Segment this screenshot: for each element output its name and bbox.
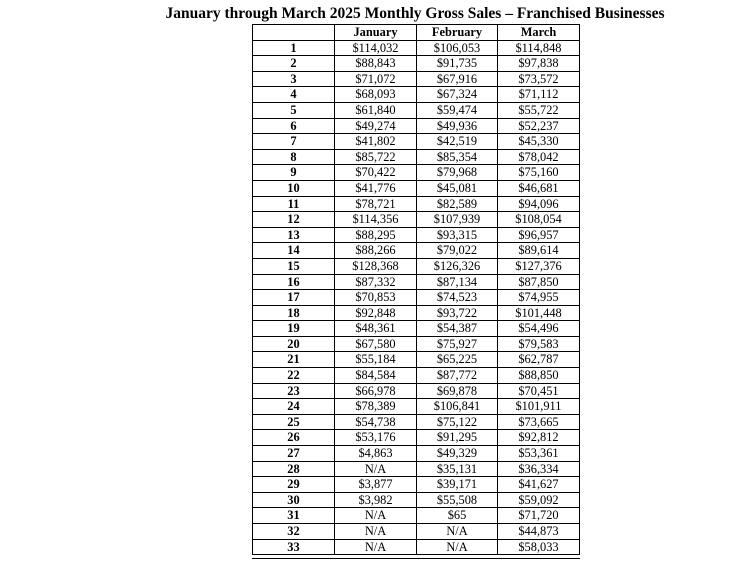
march-value: $101,911 <box>498 399 580 415</box>
february-value: $45,081 <box>417 180 498 196</box>
january-value: $88,295 <box>335 227 417 243</box>
page-title: January through March 2025 Monthly Gross Sales – Franchised Businesses <box>165 5 665 22</box>
february-value: $126,326 <box>417 258 498 274</box>
table-row <box>253 71 580 87</box>
january-value: $61,840 <box>335 102 417 118</box>
january-value: $84,584 <box>335 368 417 384</box>
january-value: $78,389 <box>335 399 417 415</box>
row-number: 25 <box>253 414 335 430</box>
row-number: 5 <box>253 102 335 118</box>
january-value: N/A <box>335 539 417 555</box>
row-number: 4 <box>253 87 335 103</box>
february-value: $74,523 <box>417 290 498 306</box>
january-value: N/A <box>335 508 417 524</box>
february-value: $85,354 <box>417 149 498 165</box>
row-number: 28 <box>253 461 335 477</box>
row-number: 6 <box>253 118 335 134</box>
table-row <box>253 180 580 196</box>
march-value: $62,787 <box>498 352 580 368</box>
row-number: 19 <box>253 321 335 337</box>
header-row <box>253 25 580 41</box>
january-value: $128,368 <box>335 258 417 274</box>
january-value: $85,722 <box>335 149 417 165</box>
march-value: $53,361 <box>498 446 580 462</box>
table-row <box>253 212 580 228</box>
table-row <box>253 290 580 306</box>
february-value: $93,722 <box>417 305 498 321</box>
february-value: $35,131 <box>417 461 498 477</box>
march-value: $114,848 <box>498 40 580 56</box>
january-value: $54,738 <box>335 414 417 430</box>
march-value: $108,054 <box>498 212 580 228</box>
january-value: $3,877 <box>335 477 417 493</box>
row-number: 13 <box>253 227 335 243</box>
january-value: $4,863 <box>335 446 417 462</box>
header-corner <box>253 25 335 41</box>
row-number: 27 <box>253 446 335 462</box>
february-value: $65,225 <box>417 352 498 368</box>
january-value: $3,982 <box>335 492 417 508</box>
row-number: 10 <box>253 180 335 196</box>
march-value: $58,033 <box>498 539 580 555</box>
row-number: 26 <box>253 430 335 446</box>
table-row <box>253 87 580 103</box>
february-value: $106,841 <box>417 399 498 415</box>
row-number: 31 <box>253 508 335 524</box>
january-value: $55,184 <box>335 352 417 368</box>
table-row <box>253 274 580 290</box>
march-value: $94,096 <box>498 196 580 212</box>
table-row <box>253 305 580 321</box>
row-number: 2 <box>253 56 335 72</box>
february-value: $91,735 <box>417 56 498 72</box>
row-number: 30 <box>253 492 335 508</box>
march-value: $89,614 <box>498 243 580 259</box>
january-value: $49,274 <box>335 118 417 134</box>
january-value: $114,356 <box>335 212 417 228</box>
row-number: 17 <box>253 290 335 306</box>
january-value: $68,093 <box>335 87 417 103</box>
january-value: $92,848 <box>335 305 417 321</box>
table-row <box>253 492 580 508</box>
january-value: $67,580 <box>335 336 417 352</box>
table-row <box>253 368 580 384</box>
january-value: N/A <box>335 524 417 540</box>
table-row <box>253 258 580 274</box>
february-value: N/A <box>417 539 498 555</box>
february-value: $49,329 <box>417 446 498 462</box>
table-row <box>253 414 580 430</box>
march-value: $73,572 <box>498 71 580 87</box>
march-value: $79,583 <box>498 336 580 352</box>
row-number: 21 <box>253 352 335 368</box>
row-number: 11 <box>253 196 335 212</box>
march-value: $88,850 <box>498 368 580 384</box>
table-row <box>253 508 580 524</box>
march-value: $36,334 <box>498 461 580 477</box>
february-value: $91,295 <box>417 430 498 446</box>
january-value: $88,843 <box>335 56 417 72</box>
march-value: $55,722 <box>498 102 580 118</box>
february-value: $39,171 <box>417 477 498 493</box>
march-value: $96,957 <box>498 227 580 243</box>
january-value: $70,422 <box>335 165 417 181</box>
january-value: $88,266 <box>335 243 417 259</box>
march-value: $75,160 <box>498 165 580 181</box>
table-body <box>253 40 580 555</box>
table-row <box>253 524 580 540</box>
march-value: $101,448 <box>498 305 580 321</box>
table-row <box>253 149 580 165</box>
february-value: $87,772 <box>417 368 498 384</box>
march-value: $127,376 <box>498 258 580 274</box>
march-value: $73,665 <box>498 414 580 430</box>
table-row <box>253 321 580 337</box>
table-row <box>253 40 580 56</box>
march-value: $74,955 <box>498 290 580 306</box>
february-value: $107,939 <box>417 212 498 228</box>
row-number: 24 <box>253 399 335 415</box>
february-value: $82,589 <box>417 196 498 212</box>
february-value: $67,324 <box>417 87 498 103</box>
row-number: 12 <box>253 212 335 228</box>
row-number: 8 <box>253 149 335 165</box>
table-row <box>253 539 580 555</box>
row-number: 9 <box>253 165 335 181</box>
march-value: $41,627 <box>498 477 580 493</box>
march-value: $52,237 <box>498 118 580 134</box>
row-number: 32 <box>253 524 335 540</box>
table-row <box>253 196 580 212</box>
january-value: $70,853 <box>335 290 417 306</box>
header-february: February <box>417 25 498 41</box>
table-row <box>253 336 580 352</box>
march-value: $59,092 <box>498 492 580 508</box>
march-value: $87,850 <box>498 274 580 290</box>
february-value: $75,122 <box>417 414 498 430</box>
row-number: 14 <box>253 243 335 259</box>
table-row <box>253 446 580 462</box>
table-row <box>253 118 580 134</box>
january-value: $87,332 <box>335 274 417 290</box>
march-value: $78,042 <box>498 149 580 165</box>
table-row <box>253 134 580 150</box>
table-bottom-rule <box>252 558 580 559</box>
january-value: $53,176 <box>335 430 417 446</box>
march-value: $71,720 <box>498 508 580 524</box>
february-value: $59,474 <box>417 102 498 118</box>
table-row <box>253 243 580 259</box>
january-value: $66,978 <box>335 383 417 399</box>
january-value: $41,776 <box>335 180 417 196</box>
march-value: $45,330 <box>498 134 580 150</box>
table-row <box>253 399 580 415</box>
table-row <box>253 227 580 243</box>
march-value: $44,873 <box>498 524 580 540</box>
march-value: $92,812 <box>498 430 580 446</box>
header-march: March <box>498 25 580 41</box>
row-number: 7 <box>253 134 335 150</box>
table-header <box>253 25 580 41</box>
row-number: 15 <box>253 258 335 274</box>
row-number: 20 <box>253 336 335 352</box>
february-value: $49,936 <box>417 118 498 134</box>
row-number: 16 <box>253 274 335 290</box>
table-row <box>253 165 580 181</box>
january-value: $114,032 <box>335 40 417 56</box>
row-number: 22 <box>253 368 335 384</box>
january-value: $78,721 <box>335 196 417 212</box>
march-value: $71,112 <box>498 87 580 103</box>
february-value: $54,387 <box>417 321 498 337</box>
sales-table <box>252 24 580 555</box>
table-row <box>253 461 580 477</box>
february-value: $75,927 <box>417 336 498 352</box>
january-value: N/A <box>335 461 417 477</box>
table-row <box>253 352 580 368</box>
row-number: 3 <box>253 71 335 87</box>
row-number: 23 <box>253 383 335 399</box>
february-value: $67,916 <box>417 71 498 87</box>
table-row <box>253 102 580 118</box>
march-value: $46,681 <box>498 180 580 196</box>
january-value: $48,361 <box>335 321 417 337</box>
february-value: $65 <box>417 508 498 524</box>
february-value: $79,968 <box>417 165 498 181</box>
february-value: $87,134 <box>417 274 498 290</box>
march-value: $70,451 <box>498 383 580 399</box>
january-value: $41,802 <box>335 134 417 150</box>
row-number: 33 <box>253 539 335 555</box>
header-january: January <box>335 25 417 41</box>
march-value: $54,496 <box>498 321 580 337</box>
february-value: $106,053 <box>417 40 498 56</box>
february-value: $79,022 <box>417 243 498 259</box>
table-row <box>253 56 580 72</box>
february-value: $93,315 <box>417 227 498 243</box>
table-row <box>253 383 580 399</box>
january-value: $71,072 <box>335 71 417 87</box>
february-value: $55,508 <box>417 492 498 508</box>
march-value: $97,838 <box>498 56 580 72</box>
table-row <box>253 430 580 446</box>
row-number: 1 <box>253 40 335 56</box>
february-value: $42,519 <box>417 134 498 150</box>
february-value: $69,878 <box>417 383 498 399</box>
row-number: 18 <box>253 305 335 321</box>
february-value: N/A <box>417 524 498 540</box>
row-number: 29 <box>253 477 335 493</box>
table-row <box>253 477 580 493</box>
